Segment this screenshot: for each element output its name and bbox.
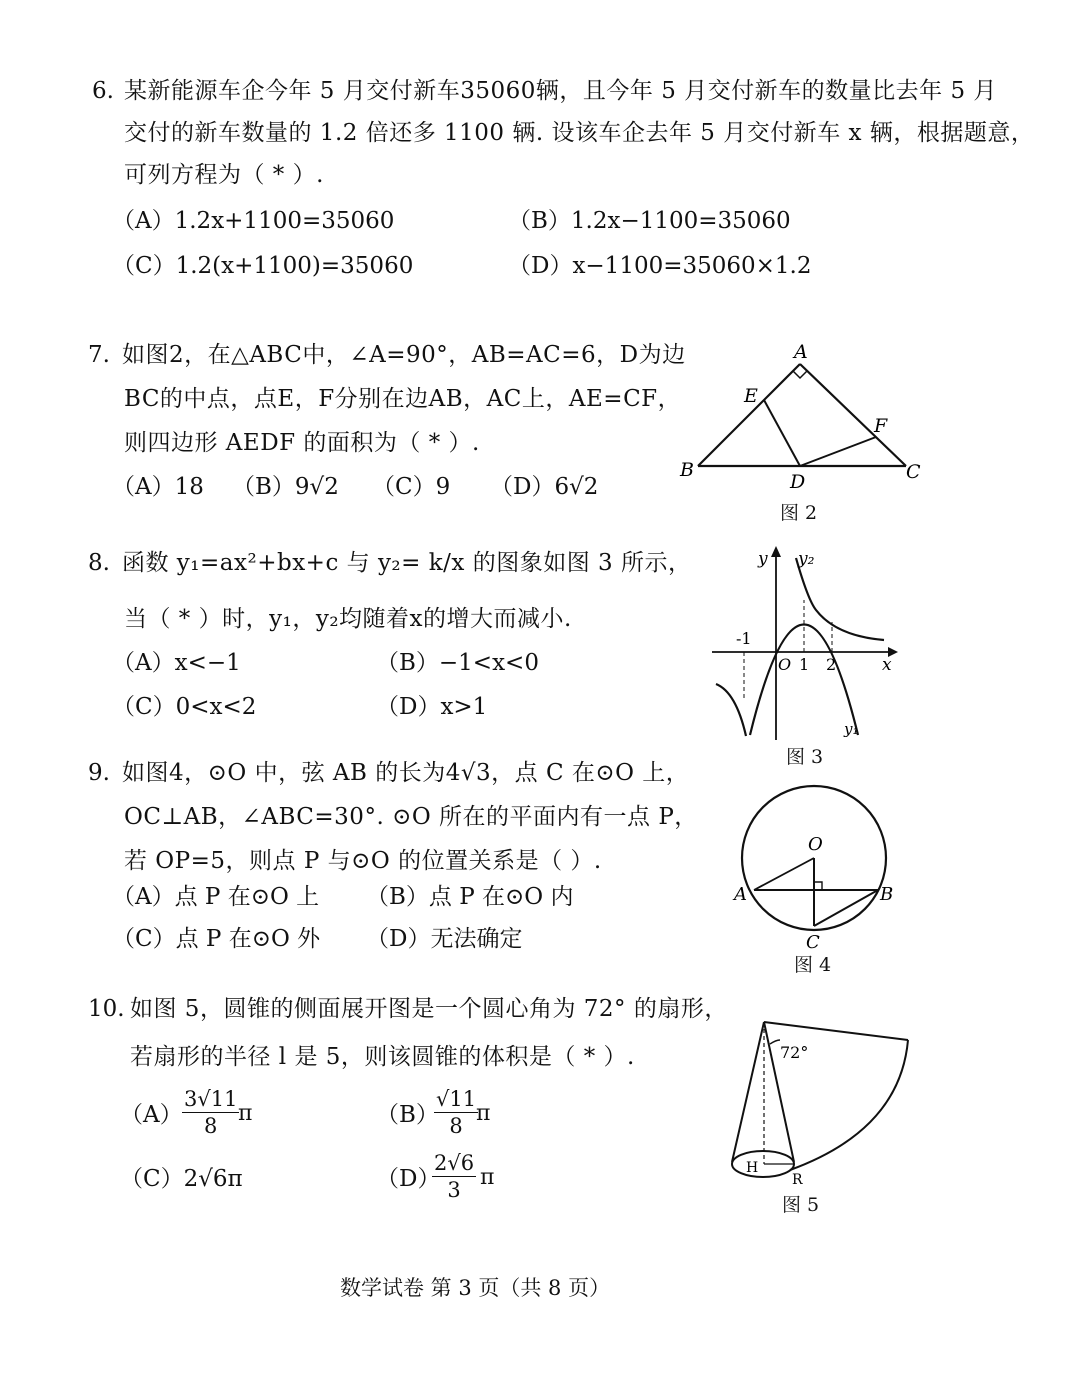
q6-line1: 某新能源车企今年 5 月交付新车35060辆，且今年 5 月交付新车的数量比去年 5 月 (124, 78, 997, 104)
fig5-caption: 图 5 (782, 1194, 820, 1216)
fig4-label-c: C (806, 932, 820, 953)
q7-option-c: （C）9 (372, 474, 451, 500)
fig3-label-x: x (882, 655, 892, 675)
q8-option-b: （B）−1<x<0 (376, 650, 539, 676)
fig5-sector-radius-top (764, 1022, 908, 1040)
fig2-label-a: A (794, 341, 808, 363)
q10-option-a-fraction (182, 1086, 239, 1139)
figure-5-cone-sector (716, 1010, 916, 1190)
fig2-label-f: F (874, 415, 888, 437)
fig4-label-b: B (880, 884, 894, 905)
q7-option-d: （D）6√2 (490, 474, 599, 500)
q6-option-a: （A）1.2x+1100=35060 (112, 208, 395, 234)
fig5-label-h: H (746, 1160, 759, 1176)
q8-line2: 当（ * ）时，y₁，y₂均随着x的增大而减小. (124, 606, 572, 632)
fig2-label-c: C (906, 461, 921, 483)
fig5-cone-left-side (732, 1022, 764, 1162)
fig2-label-e: E (744, 385, 758, 407)
fig3-label-2: 2 (826, 655, 837, 674)
fig5-angle-arc (770, 1040, 780, 1044)
fig2-segment-ed (764, 400, 800, 466)
q10-line2: 若扇形的半径 l 是 5，则该圆锥的体积是（ * ）. (130, 1044, 635, 1070)
q7-number: 7. (88, 342, 110, 368)
figure-4-circle (726, 766, 906, 956)
fig3-label-y2: y₂ (798, 549, 815, 569)
fig3-caption: 图 3 (786, 746, 824, 768)
q9-option-a: （A）点 P 在⊙O 上 (112, 884, 320, 910)
q10-option-a-label: （A） (120, 1102, 183, 1128)
q8-line1: 函数 y₁=ax²+bx+c 与 y₂= k/x 的图象如图 3 所示， (122, 550, 692, 576)
fig5-label-angle: 72° (780, 1043, 809, 1062)
fig2-side-ac (800, 364, 906, 466)
fig3-label-y1: y₁ (844, 720, 859, 738)
q10-option-a-numerator: 3√11 (184, 1087, 238, 1111)
q8-option-d: （D）x>1 (376, 694, 488, 720)
q8-option-c: （C）0<x<2 (112, 694, 257, 720)
q10-option-d-pi: π (480, 1165, 495, 1190)
fig2-label-d: D (790, 471, 806, 493)
q10-option-b-pi: π (476, 1101, 491, 1126)
q7-option-a: （A）18 (112, 474, 204, 500)
q7-line2: BC的中点，点E，F分别在边AB，AC上，AE=CF， (124, 386, 682, 412)
fig2-side-ab (698, 364, 800, 466)
q6-option-c: （C）1.2(x+1100)=35060 (112, 253, 414, 279)
page-footer: 数学试卷 第 3 页（共 8 页） (340, 1276, 611, 1300)
q9-option-c: （C）点 P 在⊙O 外 (112, 926, 321, 952)
q10-option-d-fraction (432, 1150, 476, 1203)
fig3-label-y: y (758, 549, 768, 569)
q7-line3: 则四边形 AEDF 的面积为（ * ）. (124, 430, 480, 456)
q6-number: 6. (92, 78, 114, 104)
q6-option-d: （D）x−1100=35060×1.2 (508, 253, 812, 279)
q9-line1: 如图4，⊙O 中，弦 AB 的长为4√3，点 C 在⊙O 上， (122, 760, 690, 786)
fig3-label-1: 1 (799, 655, 810, 674)
q10-option-a-pi: π (238, 1101, 253, 1126)
fig2-caption: 图 2 (780, 502, 818, 524)
q9-number: 9. (88, 760, 110, 786)
q10-option-b-fraction (434, 1086, 478, 1139)
fig4-right-angle-mark (814, 882, 822, 890)
q10-option-b-denominator: 8 (449, 1114, 463, 1138)
fig4-caption: 图 4 (794, 954, 832, 976)
fig3-hyperbola-y2-right (796, 558, 884, 640)
q10-number: 10. (88, 996, 125, 1022)
q9-line3: 若 OP=5，则点 P 与⊙O 的位置关系是（ ）. (124, 848, 602, 874)
q10-option-d-label: （D） (376, 1166, 441, 1192)
q8-option-a: （A）x<−1 (112, 650, 241, 676)
q7-option-b: （B）9√2 (232, 474, 339, 500)
q10-option-c: （C）2√6π (120, 1166, 243, 1192)
fig3-y-arrow (771, 546, 781, 557)
fig3-label-neg1: -1 (736, 629, 752, 648)
q10-line1: 如图 5，圆锥的侧面展开图是一个圆心角为 72° 的扇形， (130, 996, 728, 1022)
q10-option-b-label: （B） (376, 1102, 439, 1128)
q9-option-d: （D）无法确定 (366, 926, 523, 952)
fig4-label-a: A (734, 884, 747, 905)
fig5-label-r: R (792, 1172, 803, 1188)
q9-option-b: （B）点 P 在⊙O 内 (366, 884, 574, 910)
q9-line2: OC⊥AB，∠ABC=30°. ⊙O 所在的平面内有一点 P， (124, 804, 698, 830)
fig3-label-o: O (778, 655, 792, 674)
fig2-label-b: B (680, 459, 694, 481)
fig2-right-angle-mark (793, 371, 807, 378)
q6-option-b: （B）1.2x−1100=35060 (508, 208, 791, 234)
q7-line1: 如图2，在△ABC中，∠A=90°，AB=AC=6，D为边 (122, 342, 686, 368)
figure-3-graph (706, 540, 906, 750)
fig4-segment-bc (814, 890, 878, 926)
fig4-segment-oa (754, 858, 814, 890)
q6-line3: 可列方程为（ * ）. (124, 162, 324, 188)
q10-option-d-denominator: 3 (447, 1178, 461, 1202)
q8-number: 8. (88, 550, 110, 576)
q10-option-d-numerator: 2√6 (434, 1151, 475, 1175)
fig2-segment-df (800, 437, 876, 466)
q10-option-a-denominator: 8 (204, 1114, 218, 1138)
fig3-hyperbola-y2-left (716, 684, 746, 736)
fig4-label-o: O (808, 834, 823, 855)
q10-option-b-numerator: √11 (436, 1087, 477, 1111)
q6-line2: 交付的新车数量的 1.2 倍还多 1100 辆. 设该车企去年 5 月交付新车 x 辆，根据题意， (124, 120, 1035, 146)
